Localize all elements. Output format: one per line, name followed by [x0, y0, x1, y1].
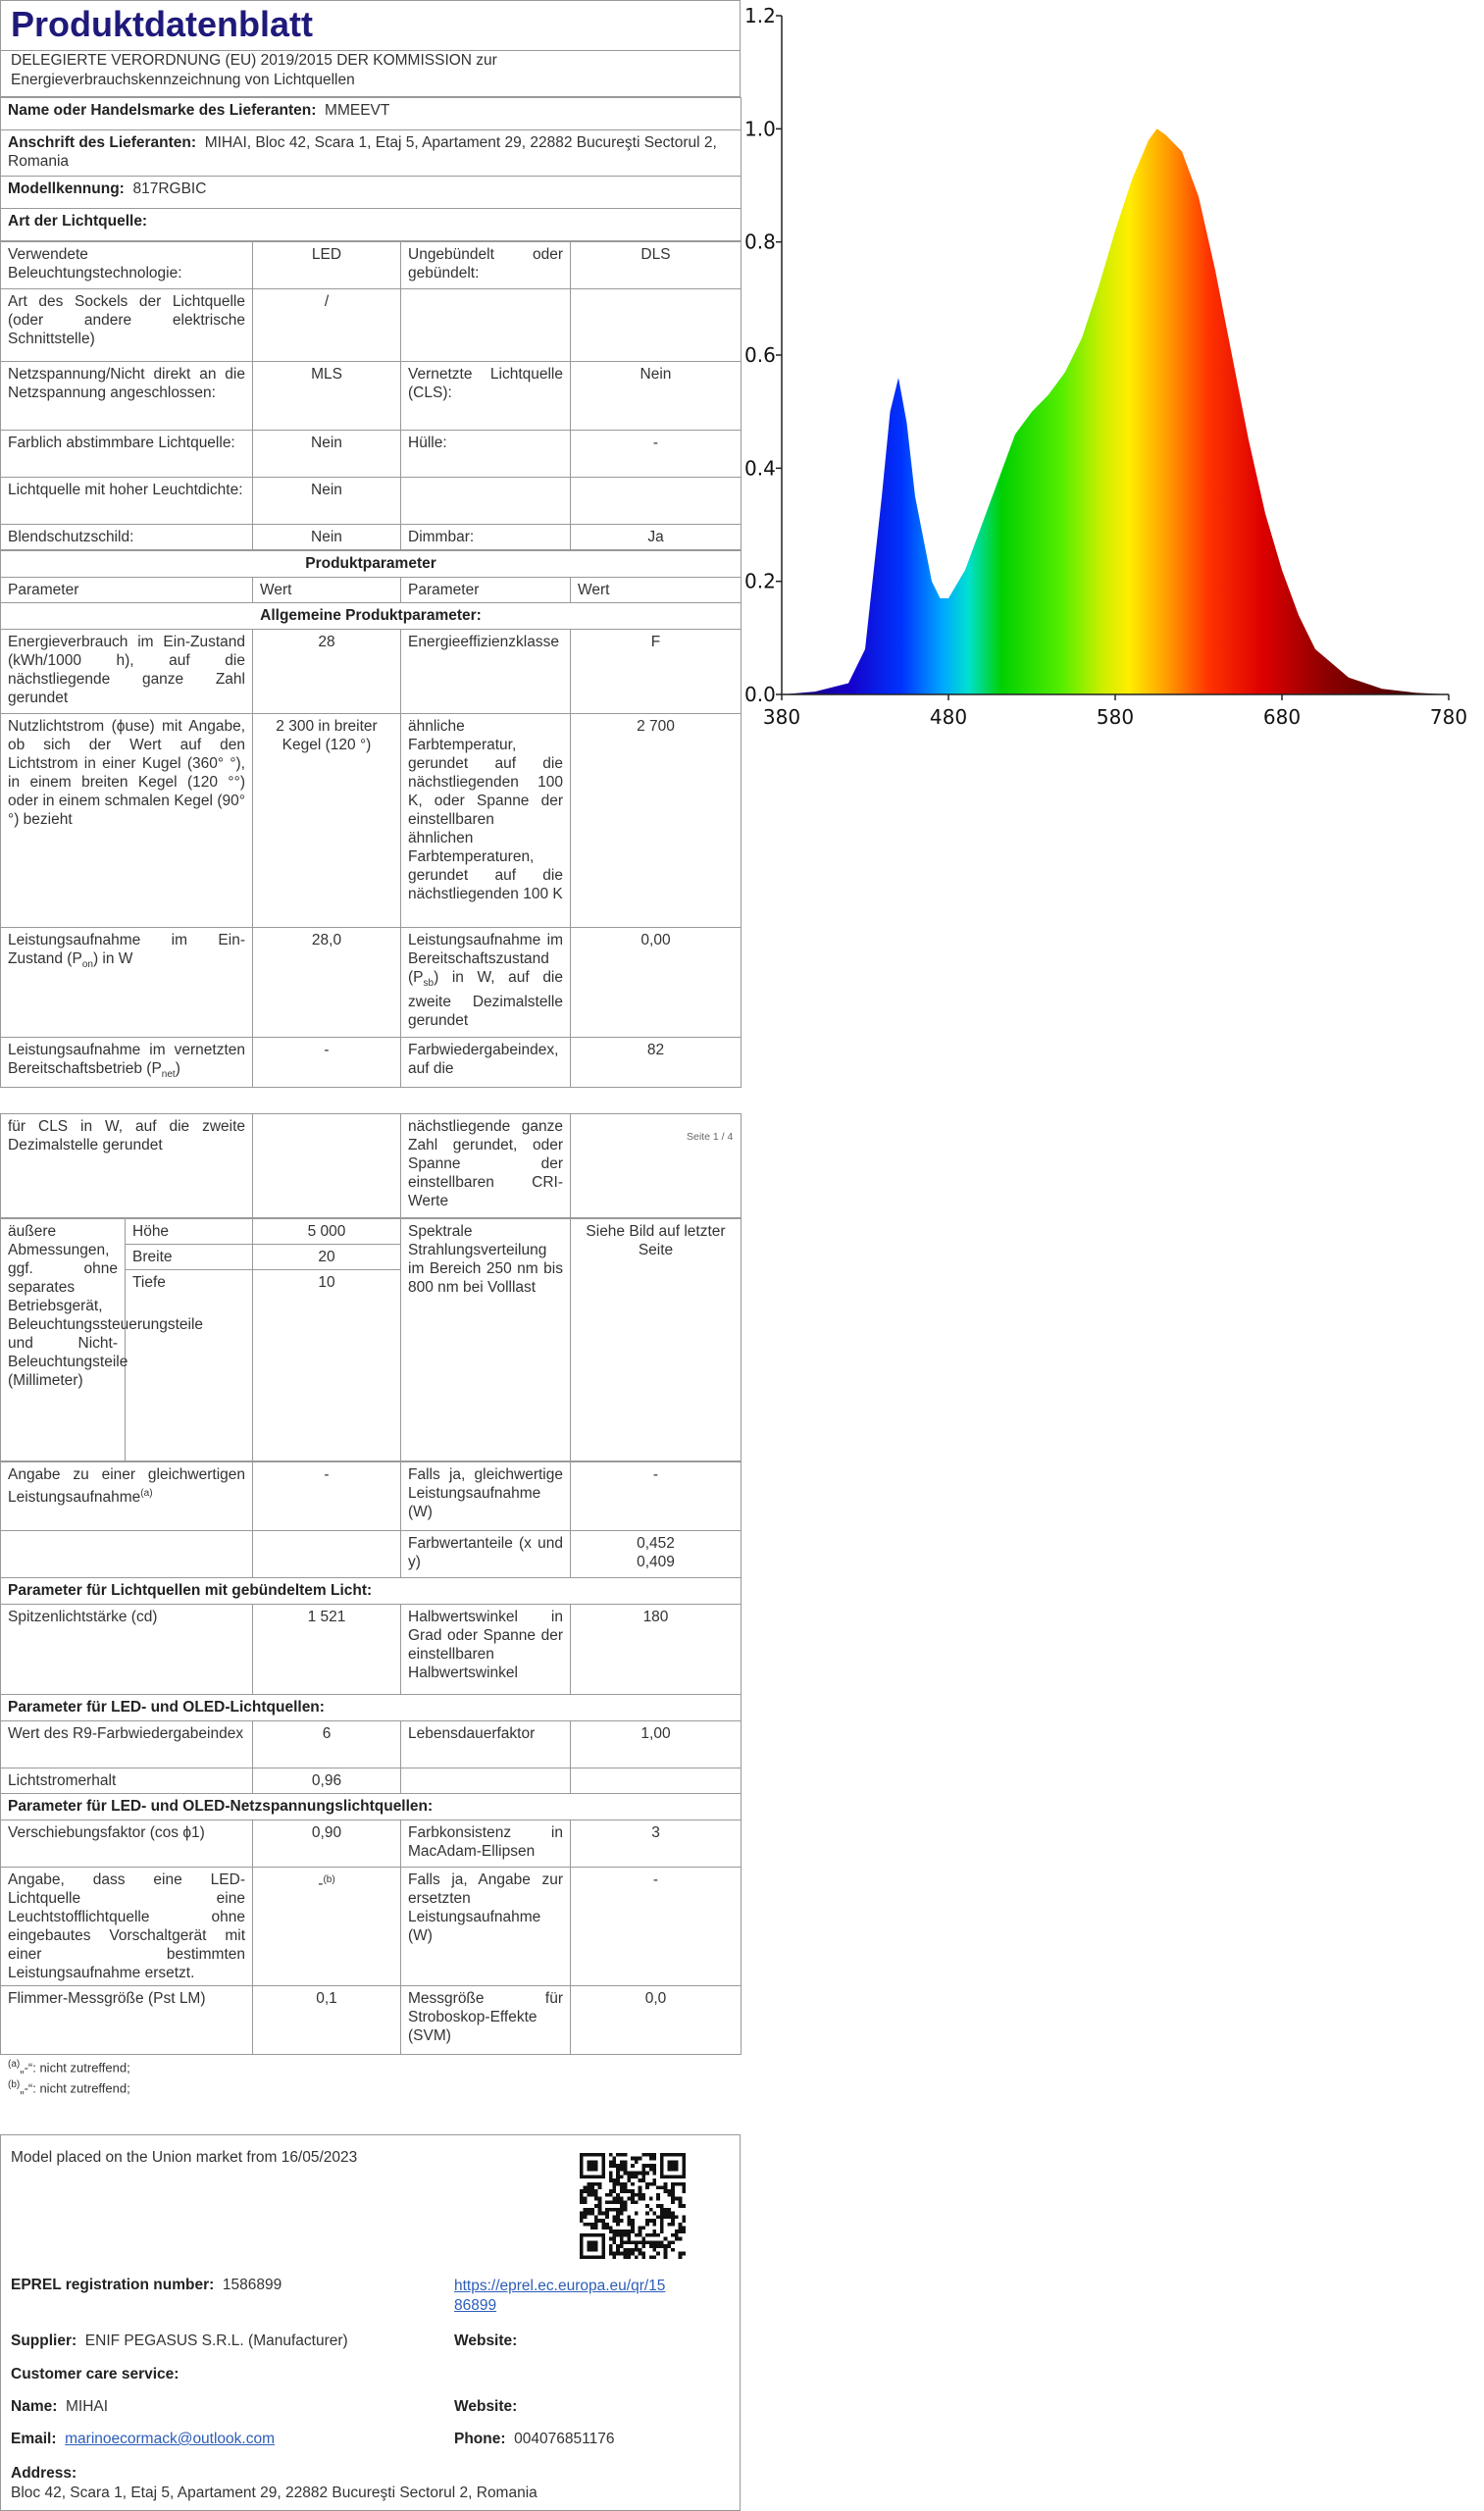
supplier-address-value: MIHAI, Bloc 42, Scara 1, Etaj 5, Apartament 29, 22882 Bucureşti Sectorul 2, Romania: [8, 134, 717, 170]
pnet-value: -: [253, 1038, 401, 1088]
spectrum-area: [782, 128, 1449, 694]
cap-label: Art des Sockels der Lichtquelle (oder andere elektrische Schnittstelle): [1, 289, 253, 362]
beam-label: Halbwertswinkel in Grad oder Spanne der einstellbaren Halbwertswinkel: [401, 1605, 571, 1695]
svm-value: 0,0: [571, 1986, 742, 2055]
supplier-name-value: MMEEVT: [325, 102, 390, 119]
mains-heading: Parameter für LED- und OLED-Netzspannungslichtquellen:: [1, 1794, 742, 1820]
ls-row-tech: [1, 242, 742, 289]
width-label: Breite: [126, 1245, 253, 1270]
params-table-2: [0, 1461, 742, 2055]
row-r9: [1, 1721, 742, 1768]
y-tick-label: 0.8: [744, 230, 776, 254]
cri-label: Farbwiedergabeindex, auf die: [401, 1038, 571, 1088]
email-link[interactable]: marinoecormack@outlook.com: [65, 2431, 276, 2447]
flicker-label: Flimmer-Messgröße (Pst LM): [1, 1986, 253, 2055]
spd-value: Siehe Bild auf letzter Seite: [571, 1219, 742, 1461]
macadam-label: Farbkonsistenz in MacAdam-Ellipsen: [401, 1820, 571, 1868]
care-address-label: Address:: [11, 2465, 77, 2482]
supplier-name-row: [1, 98, 742, 130]
x-tick-label: 380: [762, 705, 801, 729]
params-header-row: [1, 578, 742, 603]
supplier-name-label: Name oder Handelsmarke des Lieferanten:: [8, 102, 317, 119]
footnote-b: $^{(b)}$„-“: nicht zutreffend;: [8, 2079, 130, 2096]
flux-label: Nutzlichtstrom (ϕuse) mit Angabe, ob sich der Wert auf den Lichtstrom in einer Kugel (360° °), in einem breiten Kegel (120 °°) oder in einem schmalen Kegel (90° °) bezieht: [1, 714, 253, 928]
page-number: Seite 1 / 4: [687, 1131, 734, 1143]
care-website-label: Website:: [454, 2398, 518, 2415]
y-tick-label: 0.6: [744, 343, 776, 367]
care-email: Email: marinoecormack@outlook.com: [11, 2431, 276, 2447]
energy-label: Energieverbrauch im Ein-Zustand (kWh/1000 h), auf die nächstliegende ganze Zahl gerundet: [1, 630, 253, 714]
flux-value: 2 300 in breiter Kegel (120 °): [253, 714, 401, 928]
care-name: Name: MIHAI: [11, 2398, 109, 2415]
tech-value: LED: [253, 242, 401, 289]
qr-code-icon[interactable]: [580, 2153, 686, 2259]
replace-value: -$^{(b)}$: [253, 1868, 401, 1986]
tech-label: Verwendete Beleuchtungstechnologie:: [1, 242, 253, 289]
row-cos: [1, 1820, 742, 1868]
pon-label: Leistungsaufnahme im Ein-Zustand $(P_{on})$ in W: [1, 928, 253, 1038]
width-value: 20: [253, 1245, 401, 1270]
general-heading: Allgemeine Produktparameter:: [1, 603, 742, 630]
pnet-label: Leistungsaufnahme im vernetzten Bereitschaftsbetrieb $(P_{net})$: [1, 1038, 253, 1088]
pnet-label-cont: für CLS in W, auf die zweite Dezimalstelle gerundet: [1, 1114, 253, 1218]
row-chrom: [1, 1531, 742, 1578]
cri-label-cont: nächstliegende ganze Zahl gerundet, oder Spanne der einstellbaren CRI-Werte: [401, 1114, 571, 1218]
row-maint: [1, 1768, 742, 1794]
row-flicker: [1, 1986, 742, 2055]
x-tick-label: 480: [929, 705, 968, 729]
product-data-sheet: [0, 0, 741, 2097]
eprel-reg: EPREL registration number: 1586899: [11, 2277, 282, 2293]
row-pnet-part2: [1, 1114, 742, 1218]
dims-label: äußere Abmessungen, ggf. ohne separates Betriebsgerät, Beleuchtungssteuerungsteile und Nicht-Beleuchtungsteile (Millimeter): [1, 1219, 126, 1461]
row-energy: [1, 630, 742, 714]
y-tick-label: 1.0: [744, 117, 776, 141]
cls-label: Vernetzte Lichtquelle (CLS):: [401, 362, 571, 431]
spectrum-chart: [742, 0, 1484, 741]
svm-label: Messgröße für Stroboskop-Effekte (SVM): [401, 1986, 571, 2055]
replace-label: Angabe, dass eine LED-Lichtquelle eine Leuchtstofflichtquelle ohne eingebautes Vorschaltgerät mit einer bestimmten Leistungsaufnahme ersetzt.: [1, 1868, 253, 1986]
customer-care-label: Customer care service:: [11, 2366, 179, 2383]
model-row: [1, 177, 742, 209]
footnote-a: $^{(a)}$„-“: nicht zutreffend;: [8, 2059, 130, 2075]
lightsource-table: [0, 241, 742, 550]
eprel-website-label: Website:: [454, 2332, 518, 2349]
maint-value: 0,96: [253, 1768, 401, 1794]
ls-row-hl: [1, 478, 742, 525]
dls-label: Ungebündelt oder gebündelt:: [401, 242, 571, 289]
psb-label: Leistungsaufnahme im Bereitschaftszustand $(P_{sb})$ in W, auf die zweite Dezimalstelle gerundet: [401, 928, 571, 1038]
col-param-1: Parameter: [1, 578, 253, 603]
plot-area: [744, 4, 1467, 729]
supplier-address-row: [1, 130, 742, 177]
psb-value: 0,00: [571, 928, 742, 1038]
depth-label: Tiefe: [126, 1270, 253, 1461]
params-table: [0, 550, 742, 1218]
care-address-value: Bloc 42, Scara 1, Etaj 5, Apartament 29, 22882 Bucureşti Sectorul 2, Romania: [11, 2485, 537, 2501]
tunable-label: Farblich abstimmbare Lichtquelle:: [1, 431, 253, 478]
y-tick-label: 0.0: [744, 683, 776, 706]
hl-label: Lichtquelle mit hoher Leuchtdichte:: [1, 478, 253, 525]
dims-table: [0, 1218, 742, 1461]
x-tick-label: 580: [1096, 705, 1135, 729]
envelope-value: -: [571, 431, 742, 478]
row-equiv: [1, 1462, 742, 1531]
mains-label: Netzspannung/Nicht direkt an die Netzspannung angeschlossen:: [1, 362, 253, 431]
r9-label: Wert des R9-Farbwiedergabeindex: [1, 1721, 253, 1768]
row-pnet-part1: [1, 1038, 742, 1088]
life-label: Lebensdauerfaktor: [401, 1721, 571, 1768]
y-tick-label: 0.4: [744, 456, 776, 481]
y-tick-label: 0.2: [744, 569, 776, 593]
ls-row-glare: [1, 525, 742, 550]
ls-row-mains: [1, 362, 742, 431]
height-value: 5 000: [253, 1219, 401, 1245]
eclass-value: F: [571, 630, 742, 714]
row-flux: [1, 714, 742, 928]
col-param-2: Parameter: [401, 578, 571, 603]
cls-value: Nein: [571, 362, 742, 431]
glare-value: Nein: [253, 525, 401, 550]
cct-value: 2 700: [571, 714, 742, 928]
equiv-value: -: [253, 1462, 401, 1531]
r9-value: 6: [253, 1721, 401, 1768]
spd-label: Spektrale Strahlungsverteilung im Bereich 250 nm bis 800 nm bei Volllast: [401, 1219, 571, 1461]
tunable-value: Nein: [253, 431, 401, 478]
pon-value: 28,0: [253, 928, 401, 1038]
lightsource-heading: Art der Lichtquelle:: [1, 209, 742, 241]
spectrum-svg: [742, 0, 1484, 741]
flicker-value: 0,1: [253, 1986, 401, 2055]
chrom-value: 0,452 0,409: [571, 1531, 742, 1578]
col-value-2: Wert: [571, 578, 742, 603]
row-peak: [1, 1605, 742, 1695]
model-label: Modellkennung:: [8, 180, 125, 197]
cap-value: /: [253, 289, 401, 362]
page-title: Produktdatenblatt: [0, 0, 741, 51]
params-heading: Produktparameter: [1, 551, 742, 578]
lightsource-heading-row: [1, 209, 742, 241]
supplier-table: [0, 97, 742, 241]
replace-w-value: -: [571, 1868, 742, 1986]
led-heading: Parameter für LED- und OLED-Lichtquellen:: [1, 1695, 742, 1721]
equiv-w-value: -: [571, 1462, 742, 1531]
market-date: Model placed on the Union market from 16/05/2023: [11, 2149, 358, 2166]
supplier-address-label: Anschrift des Lieferanten:: [8, 134, 197, 151]
care-phone: Phone: 004076851176: [454, 2431, 615, 2447]
model-value: 817RGBIC: [132, 180, 207, 197]
eprel-supplier: Supplier: ENIF PEGASUS S.R.L. (Manufacturer): [11, 2332, 348, 2349]
beam-value: 180: [571, 1605, 742, 1695]
macadam-value: 3: [571, 1820, 742, 1868]
peak-value: 1 521: [253, 1605, 401, 1695]
chrom-label: Farbwertanteile (x und y): [401, 1531, 571, 1578]
x-tick-label: 680: [1262, 705, 1302, 729]
regulation-text: DELEGIERTE VERORDNUNG (EU) 2019/2015 DER KOMMISSION zur Energieverbrauchskennzeichnung von Lichtquellen: [0, 51, 741, 97]
ls-row-tunable: [1, 431, 742, 478]
cct-label: ähnliche Farbtemperatur, gerundet auf die nächstliegenden 100 K, oder Spanne der einstellbaren ähnlichen Farbtemperaturen, gerundet auf die nächstliegenden 100 K: [401, 714, 571, 928]
height-label: Höhe: [126, 1219, 253, 1245]
mains-value: MLS: [253, 362, 401, 431]
cos-label: Verschiebungsfaktor (cos ϕ1): [1, 1820, 253, 1868]
cos-value: 0,90: [253, 1820, 401, 1868]
maint-label: Lichtstromerhalt: [1, 1768, 253, 1794]
row-power: [1, 928, 742, 1038]
dls-heading: Parameter für Lichtquellen mit gebündeltem Licht:: [1, 1578, 742, 1605]
dls-value: DLS: [571, 242, 742, 289]
energy-value: 28: [253, 630, 401, 714]
hl-value: Nein: [253, 478, 401, 525]
replace-w-label: Falls ja, Angabe zur ersetzten Leistungsaufnahme (W): [401, 1868, 571, 1986]
row-replace: [1, 1868, 742, 1986]
cri-value: 82: [571, 1038, 742, 1088]
col-value-1: Wert: [253, 578, 401, 603]
x-tick-label: 780: [1429, 705, 1468, 729]
equiv-w-label: Falls ja, gleichwertige Leistungsaufnahme (W): [401, 1462, 571, 1531]
y-tick-label: 1.2: [744, 4, 776, 27]
eclass-label: Energieeffizienzklasse: [401, 630, 571, 714]
dim-label: Dimmbar:: [401, 525, 571, 550]
peak-label: Spitzenlichtstärke (cd): [1, 1605, 253, 1695]
envelope-label: Hülle:: [401, 431, 571, 478]
life-value: 1,00: [571, 1721, 742, 1768]
dim-value: Ja: [571, 525, 742, 550]
depth-value: 10: [253, 1270, 401, 1461]
eprel-box: [0, 2134, 741, 2511]
eprel-link[interactable]: https://eprel.ec.europa.eu/qr/15 86899: [454, 2278, 666, 2314]
equiv-label: Angabe zu einer gleichwertigen Leistungsaufnahme$^{(a)}$: [1, 1462, 253, 1531]
ls-row-cap: [1, 289, 742, 362]
glare-label: Blendschutzschild:: [1, 525, 253, 550]
